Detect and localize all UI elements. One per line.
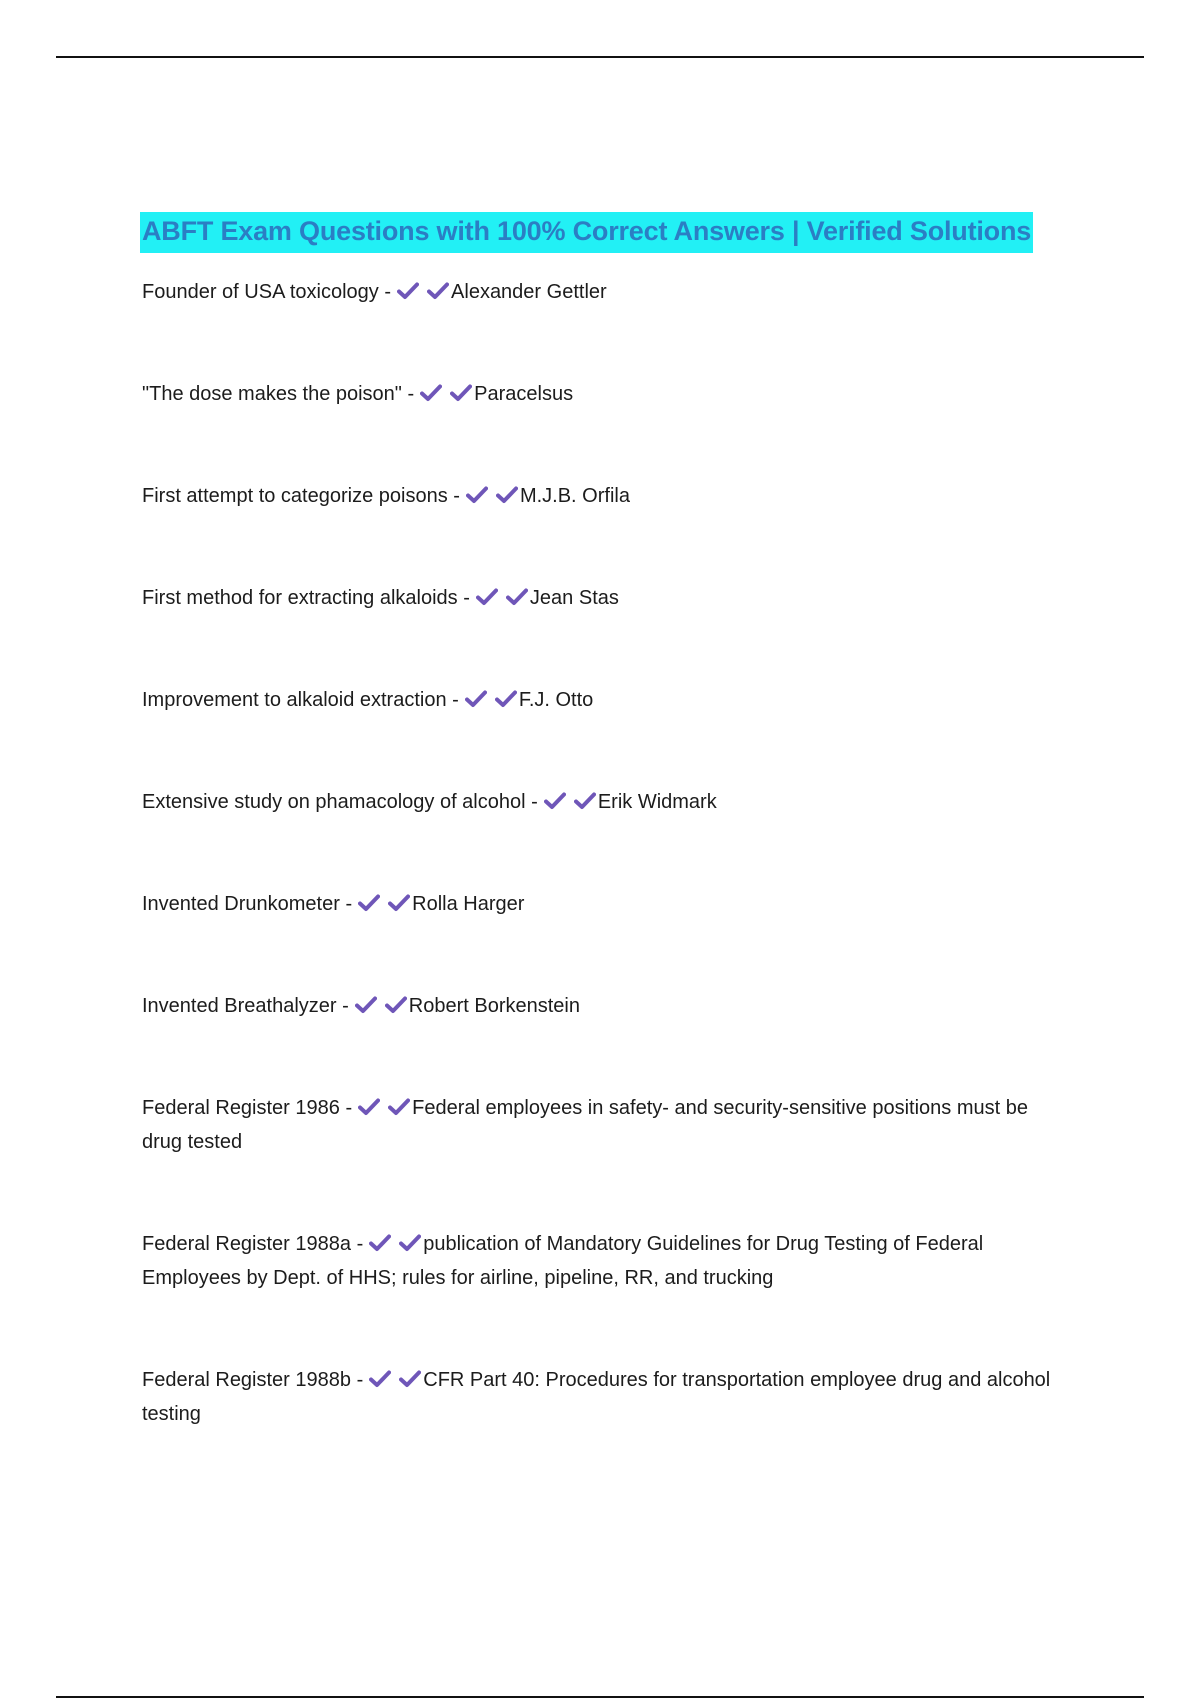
qa-item <box>142 683 1062 717</box>
answer-text: Erik Widmark <box>597 791 717 813</box>
question-text: Federal Register 1988a <box>142 1233 352 1255</box>
question-text: Federal Register 1988b <box>142 1369 352 1391</box>
check-icon <box>399 1370 421 1388</box>
check-icon <box>420 384 442 402</box>
answer-text: Paracelsus <box>474 383 574 405</box>
check-icon <box>397 282 419 300</box>
answer-text: Rolla Harger <box>412 893 525 915</box>
separator: - <box>453 485 460 507</box>
check-icon <box>495 690 517 708</box>
question-text: "The dose makes the poison" <box>142 383 402 405</box>
separator: - <box>452 689 459 711</box>
qa-item <box>142 377 1062 411</box>
separator: - <box>356 1233 364 1255</box>
answer-text: Robert Borkenstein <box>408 995 580 1017</box>
check-icon <box>355 996 377 1014</box>
question-text: Extensive study on phamacology of alcohol <box>142 791 526 813</box>
check-icon <box>450 384 472 402</box>
check-icon <box>358 1098 380 1116</box>
check-icon <box>496 486 518 504</box>
qa-item <box>142 1227 1062 1295</box>
separator: - <box>384 281 392 303</box>
footer-rule <box>56 1696 1144 1698</box>
check-icon <box>388 1098 410 1116</box>
question-text: Federal Register 1986 <box>142 1097 340 1119</box>
qa-item <box>142 887 1062 921</box>
qa-list <box>142 275 1062 1431</box>
answer-text: F.J. Otto <box>518 689 594 711</box>
check-icon <box>388 894 410 912</box>
document-body <box>142 212 1062 1431</box>
qa-item <box>142 1091 1062 1159</box>
qa-item <box>142 479 1062 513</box>
question-text: Improvement to alkaloid extraction <box>142 689 447 711</box>
separator: - <box>356 1369 364 1391</box>
document-title: ABFT Exam Questions with 100% Correct Answers | Verified Solutions <box>142 216 1032 246</box>
separator: - <box>345 1097 353 1119</box>
separator: - <box>531 791 538 813</box>
answer-text: Alexander Gettler <box>451 281 607 303</box>
question-text: First attempt to categorize poisons <box>142 485 448 507</box>
check-icon <box>574 792 596 810</box>
question-text: Invented Breathalyzer <box>142 995 337 1017</box>
answer-text: publication of Mandatory Guidelines for Drug Testing of Federal Employees by Dept. of HHS; rules for airline, pipeline, RR, and trucking <box>142 1233 984 1289</box>
check-icon <box>465 690 487 708</box>
title-highlight <box>140 212 1033 253</box>
check-icon <box>399 1234 421 1252</box>
check-icon <box>427 282 449 300</box>
qa-item <box>142 785 1062 819</box>
answer-text: Jean Stas <box>529 587 619 609</box>
answer-text: CFR Part 40: Procedures for transportation employee drug and alcohol testing <box>142 1369 1051 1425</box>
separator: - <box>463 587 470 609</box>
answer-text: M.J.B. Orfila <box>519 485 630 507</box>
separator: - <box>407 383 415 405</box>
check-icon <box>369 1234 391 1252</box>
separator: - <box>345 893 353 915</box>
header-rule <box>56 56 1144 58</box>
qa-item <box>142 1363 1062 1431</box>
check-icon <box>544 792 566 810</box>
check-icon <box>476 588 498 606</box>
check-icon <box>369 1370 391 1388</box>
qa-item <box>142 581 1062 615</box>
check-icon <box>358 894 380 912</box>
qa-item <box>142 275 1062 309</box>
question-text: Founder of USA toxicology <box>142 281 379 303</box>
check-icon <box>466 486 488 504</box>
check-icon <box>506 588 528 606</box>
question-text: First method for extracting alkaloids <box>142 587 458 609</box>
separator: - <box>342 995 349 1017</box>
question-text: Invented Drunkometer <box>142 893 340 915</box>
qa-item <box>142 989 1062 1023</box>
answer-text: Federal employees in safety- and security-sensitive positions must be drug tested <box>142 1097 1028 1153</box>
check-icon <box>385 996 407 1014</box>
